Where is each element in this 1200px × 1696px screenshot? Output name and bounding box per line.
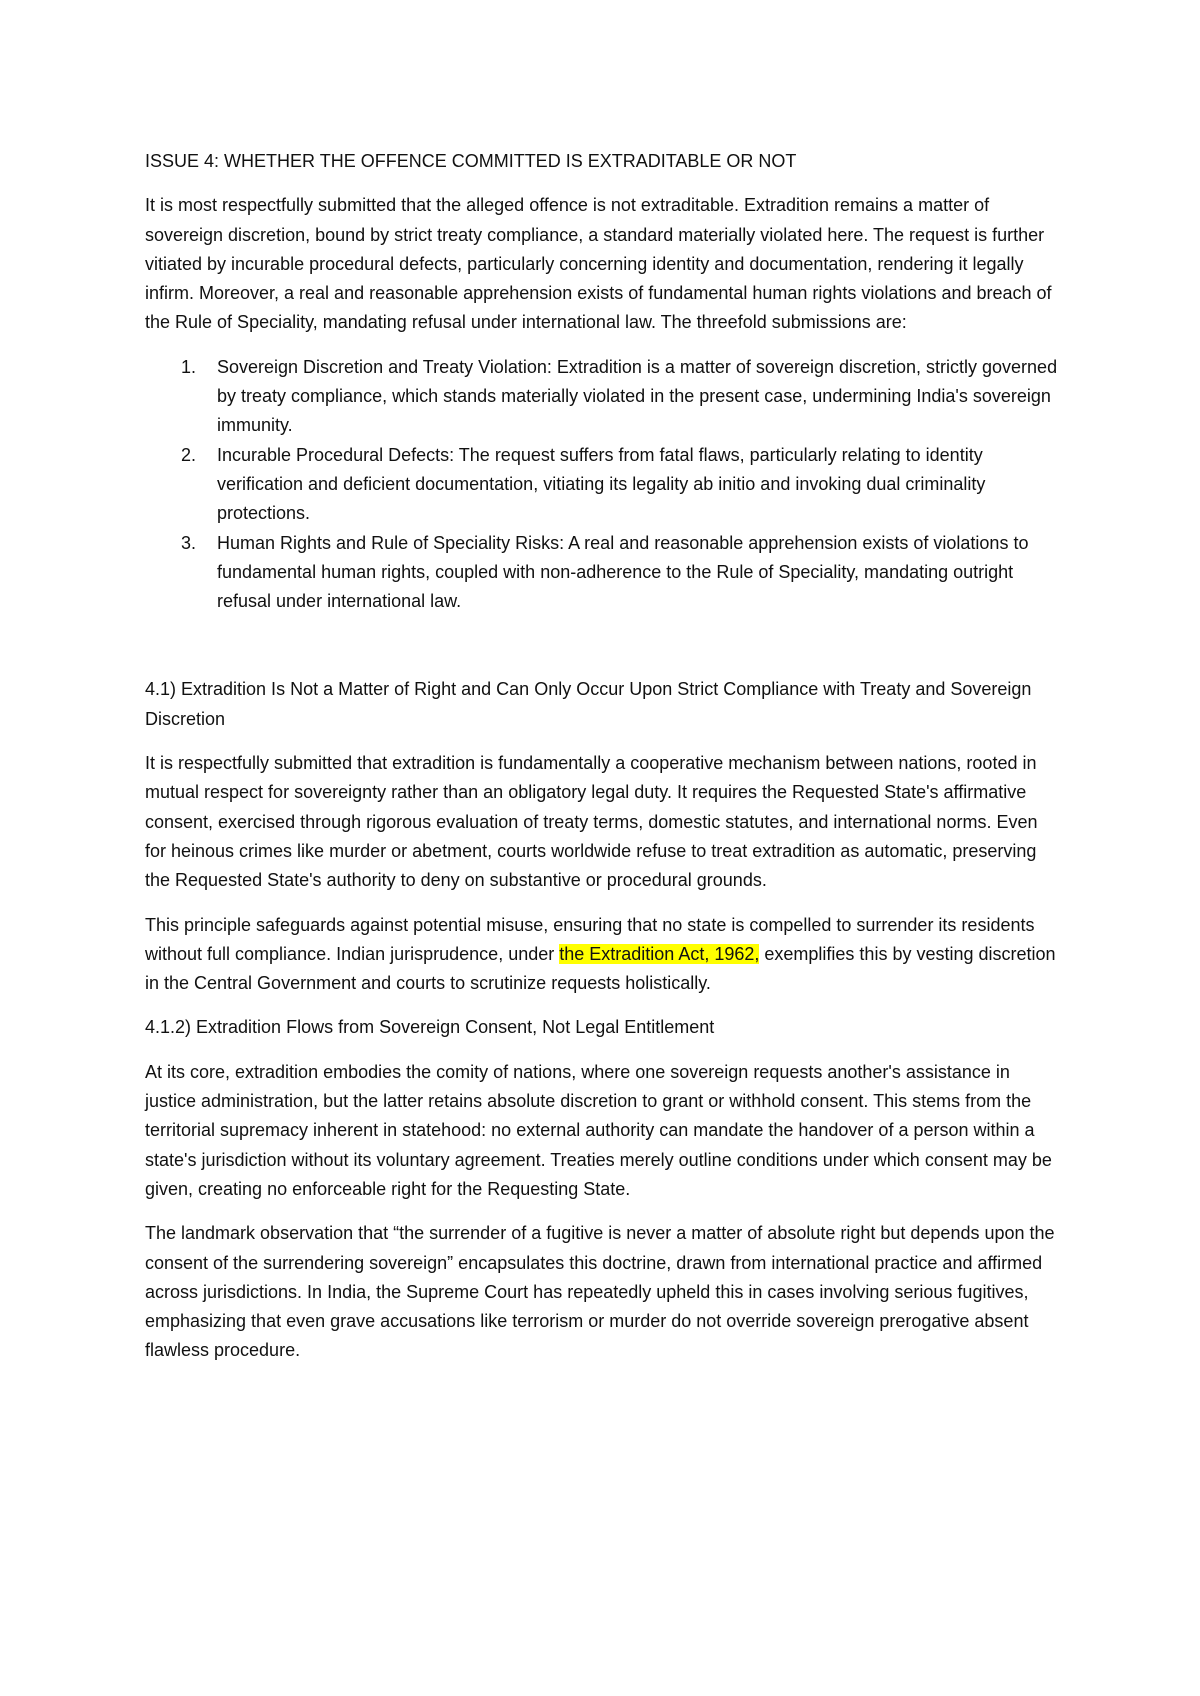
section-4-1-heading: 4.1) Extradition Is Not a Matter of Right and Can Only Occur Upon Strict Compliance with Treaty and Sovereign Discretion (145, 679, 1032, 729)
list-item-number: 3. (181, 532, 197, 553)
intro-paragraph: It is most respectfully submitted that the alleged offence is not extraditable. Extradition remains a matter of sovereign discretion, bound by strict treaty compliance, a standard materially violated here. The request is further vitiated by incurable procedural defects, particularly concerning identity and documentation, rendering it legally infirm. Moreover, a real and reasonable apprehension exists of fundamental human rights violations and breach of the Rule of Speciality, mandating refusal under international law. The threefold submissions are: (145, 195, 1052, 333)
section-4-1-paragraph-1: It is respectfully submitted that extradition is fundamentally a cooperative mechanism between nations, rooted in mutual respect for sovereignty rather than an obligatory legal duty. It requires the Requested State's affirmative consent, exercised through rigorous evaluation of treaty terms, domestic statutes, and international norms. Even for heinous crimes like murder or abetment, courts worldwide refuse to treat extradition as automatic, preserving the Requested State's authority to deny on substantive or procedural grounds. (145, 753, 1038, 891)
list-item-number: 1. (181, 356, 197, 377)
paragraph-text-after: exemplifies this by vesting discretion in the Central Government and courts to scrutinize requests holistically. (145, 943, 1056, 994)
section-4-1-2-paragraph-2: The landmark observation that “the surrender of a fugitive is never a matter of absolute right but depends upon the consent of the surrendering sovereign” encapsulates this doctrine, drawn from international practice and affirmed across jurisdictions. In India, the Supreme Court has repeatedly upheld this in cases involving serious fugitives, emphasizing that even grave accusations like terrorism or murder do not override sovereign prerogative absent flawless procedure. (145, 1223, 1055, 1361)
section-4-1-2-heading: 4.1.2) Extradition Flows from Sovereign Consent, Not Legal Entitlement (145, 1017, 715, 1038)
list-item (145, 441, 1063, 529)
list-item (145, 353, 1063, 441)
section-4-1-2-paragraph-1: At its core, extradition embodies the comity of nations, where one sovereign requests another's assistance in justice administration, but the latter retains absolute discretion to grant or withhold consent. This stems from the territorial supremacy inherent in statehood: no external authority can mandate the handover of a person within a state's jurisdiction without its voluntary agreement. Treaties merely outline conditions under which consent may be given, creating no enforceable right for the Requesting State. (145, 1061, 1052, 1199)
issue-heading: ISSUE 4: WHETHER THE OFFENCE COMMITTED IS EXTRADITABLE OR NOT (145, 151, 797, 171)
list-item-number: 2. (181, 444, 197, 465)
highlighted-citation: the Extradition Act, 1962, (559, 943, 760, 964)
paragraph-text-before: This principle safeguards against potential misuse, ensuring that no state is compelled to surrender its residents without full compliance. Indian jurisprudence, under (145, 914, 1035, 964)
list-item-text: Sovereign Discretion and Treaty Violation: Extradition is a matter of sovereign discretion, strictly governed by treaty compliance, which stands materially violated in the present case, undermining India's sovereign immunity. (217, 356, 1058, 436)
list-item-text: Human Rights and Rule of Speciality Risks: A real and reasonable apprehension exists of violations to fundamental human rights, coupled with non-adherence to the Rule of Speciality, mandating outright refusal under international law. (217, 532, 1029, 612)
list-item-text: Incurable Procedural Defects: The request suffers from fatal flaws, particularly relating to identity verification and deficient documentation, vitiating its legality ab initio and invoking dual criminality protections. (217, 444, 986, 524)
list-item (145, 529, 1063, 617)
section-4-1-paragraph-2 (145, 911, 1063, 999)
document-page (145, 147, 1063, 1381)
submissions-list (145, 353, 1063, 617)
section-spacer (145, 631, 1063, 675)
